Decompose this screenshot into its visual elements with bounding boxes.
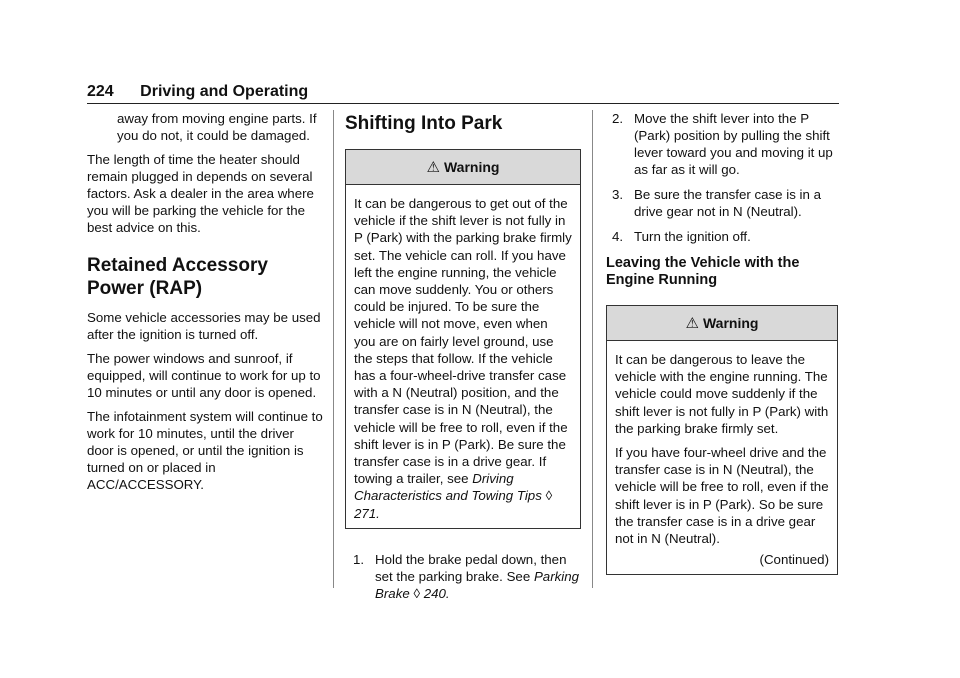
warning-icon: ⚠	[426, 158, 440, 176]
rap-paragraph-3: The infotainment system will continue to work for 10 minutes, until the driver door is opened, or until the ignition is turned on or placed in ACC/ACCESSORY.	[87, 409, 323, 492]
step-2-text: Move the shift lever into the P (Park) position by pulling the shift lever toward you and moving it up as far as it will go.	[634, 111, 833, 177]
continued-label: (Continued)	[759, 552, 829, 568]
warning-body-1	[346, 185, 580, 528]
warning-title-1: Warning	[443, 158, 500, 175]
warning-header-1	[346, 150, 580, 185]
towing-tips-page[interactable]: 271.	[354, 505, 380, 521]
warning-header-2	[607, 306, 837, 341]
step-3	[606, 186, 838, 220]
step-3-text: Be sure the transfer case is in a drive gear not in N (Neutral).	[634, 187, 821, 219]
step-4-number: 4.	[612, 229, 624, 244]
step-3-number: 3.	[612, 187, 624, 202]
column-divider-1	[333, 110, 334, 588]
warning-box-2	[606, 305, 838, 575]
rap-heading-line1: Retained Accessory	[87, 255, 268, 276]
rap-paragraph-2: The power windows and sunroof, if equipped, will continue to work for up to 10 minutes or until any door is opened.	[87, 351, 321, 400]
warning-body-2	[607, 341, 837, 574]
rap-heading-line2: Power (RAP)	[87, 278, 203, 299]
warning-paragraph-1: It can be dangerous to leave the vehicle with the engine running. The vehicle could move suddenly if the shift lever is not fully in P (Park) with the parking brake firmly set.	[615, 352, 829, 436]
step-2	[606, 110, 838, 178]
warning-title-2: Warning	[702, 314, 759, 331]
parking-brake-page[interactable]: 240.	[423, 585, 450, 601]
column-divider-2	[592, 110, 593, 588]
column-3	[606, 110, 838, 575]
parking-brake-link[interactable]: Parking Brake	[375, 568, 580, 601]
step-1-text	[375, 551, 581, 602]
rap-heading	[87, 254, 323, 300]
step-4-text: Turn the ignition off.	[634, 229, 751, 244]
towing-tips-link[interactable]: Driving Characteristics and Towing Tips	[354, 471, 542, 504]
rap-paragraph-1: Some vehicle accessories may be used after the ignition is turned off.	[87, 310, 321, 342]
column-1	[87, 110, 323, 500]
warning-paragraph-2: If you have four-wheel drive and the transfer case is in N (Neutral), the vehicle will be free to roll, even if the shift lever is in P (Park). So be sure the transfer case is in a drive gear not in N (Neutral).	[615, 445, 829, 547]
shifting-into-park-heading: Shifting Into Park	[345, 113, 503, 134]
warning-text-1: It can be dangerous to get out of the vehicle if the shift lever is not fully in P (Park) with the parking brake firmly set. The vehicle can roll. If you have left the engine running, the vehicle can move suddenly. You or others could be injured. To be sure the vehicle will not move, even when you are on fairly level ground, use the steps that follow. If the vehicle has a four-wheel-drive transfer case with a N (Neutral) position, and the transfer case is in N (Neutral), the vehicle will be free to roll, even if the shift lever is in P (Park). Be sure the transfer case is in a drive gear. If towing a trailer, see	[354, 196, 572, 487]
step-2-number: 2.	[612, 111, 624, 126]
page-ref-arrow-icon: ◊	[545, 488, 553, 504]
heater-paragraph: The length of time the heater should remain plugged in depends on several factors. Ask a dealer in the area where you will be parking the vehicle for the best advice on this.	[87, 152, 314, 235]
step-1-body: Hold the brake pedal down, then set the parking brake. See	[375, 551, 567, 584]
warning-box-1	[345, 149, 581, 529]
section-title: Driving and Operating	[140, 83, 309, 100]
step-4	[606, 228, 838, 245]
header-rule	[87, 103, 839, 104]
column-2	[345, 110, 581, 610]
page-header	[87, 83, 308, 105]
page-number: 224	[87, 83, 114, 100]
leaving-vehicle-heading: Leaving the Vehicle with the Engine Running	[606, 255, 800, 288]
warning-icon: ⚠	[685, 314, 699, 332]
continuation-text: away from moving engine parts. If you do not, it could be damaged.	[117, 111, 317, 143]
page-ref-arrow-icon: ◊	[413, 585, 421, 601]
step-1-number: 1.	[353, 551, 365, 567]
step-1	[345, 551, 581, 602]
